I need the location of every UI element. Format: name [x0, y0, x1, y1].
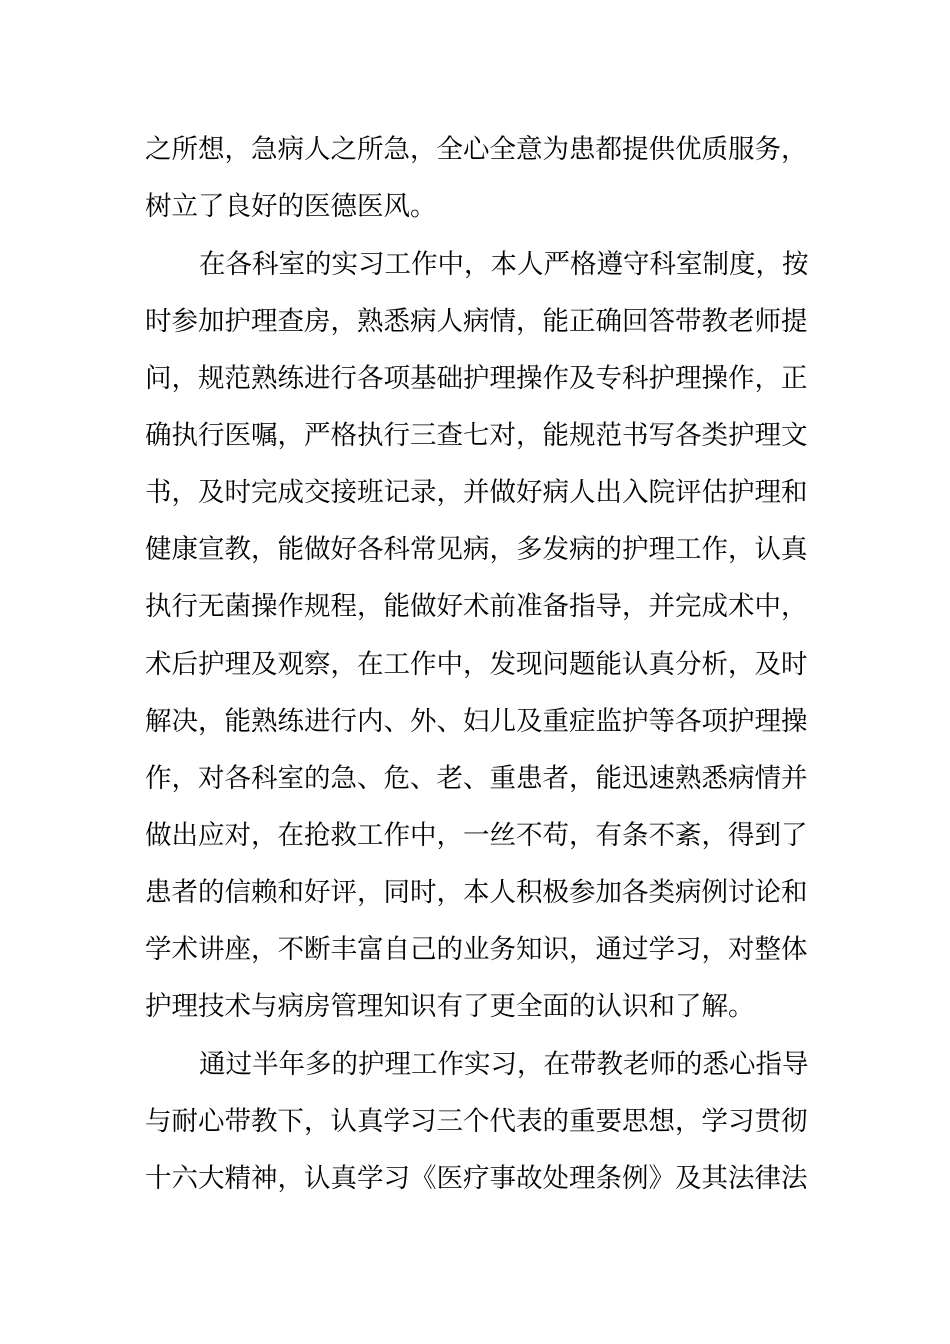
text-line: 树立了良好的医德医风。 — [145, 191, 437, 222]
text-line: 护理技术与病房管理知识有了更全面的认识和了解。 — [145, 991, 755, 1022]
text-line: 作，对各科室的急、危、老、重患者，能迅速熟悉病情并 — [145, 763, 808, 794]
text-line: 与耐心带教下，认真学习三个代表的重要思想，学习贯彻 — [145, 1106, 808, 1137]
text-line: 书，及时完成交接班记录，并做好病人出入院评估护理和 — [145, 477, 808, 508]
text-line: 执行无菌操作规程，能做好术前准备指导，并完成术中， — [145, 591, 808, 622]
text-line: 确执行医嘱，严格执行三查七对，能规范书写各类护理文 — [145, 420, 808, 451]
paragraph-start-line: 在各科室的实习工作中，本人严格遵守科室制度，按 — [199, 249, 809, 280]
text-line: 之所想，急病人之所急，全心全意为患都提供优质服务， — [145, 134, 808, 165]
text-line: 术后护理及观察，在工作中，发现问题能认真分析，及时 — [145, 649, 808, 680]
text-line: 健康宣教，能做好各科常见病，多发病的护理工作，认真 — [145, 534, 808, 565]
text-line: 患者的信赖和好评，同时，本人积极参加各类病例讨论和 — [145, 877, 808, 908]
text-line: 解决，能熟练进行内、外、妇儿及重症监护等各项护理操 — [145, 706, 808, 737]
text-line: 十六大精神，认真学习《医疗事故处理条例》及其法律法 — [145, 1163, 808, 1194]
text-line: 问，规范熟练进行各项基础护理操作及专科护理操作，正 — [145, 363, 808, 394]
text-line: 做出应对，在抢救工作中，一丝不苟，有条不紊，得到了 — [145, 820, 808, 851]
text-line: 学术讲座，不断丰富自己的业务知识，通过学习，对整体 — [145, 934, 808, 965]
paragraph-start-line: 通过半年多的护理工作实习，在带教老师的悉心指导 — [199, 1049, 809, 1080]
text-line: 时参加护理查房，熟悉病人病情，能正确回答带教老师提 — [145, 306, 808, 337]
